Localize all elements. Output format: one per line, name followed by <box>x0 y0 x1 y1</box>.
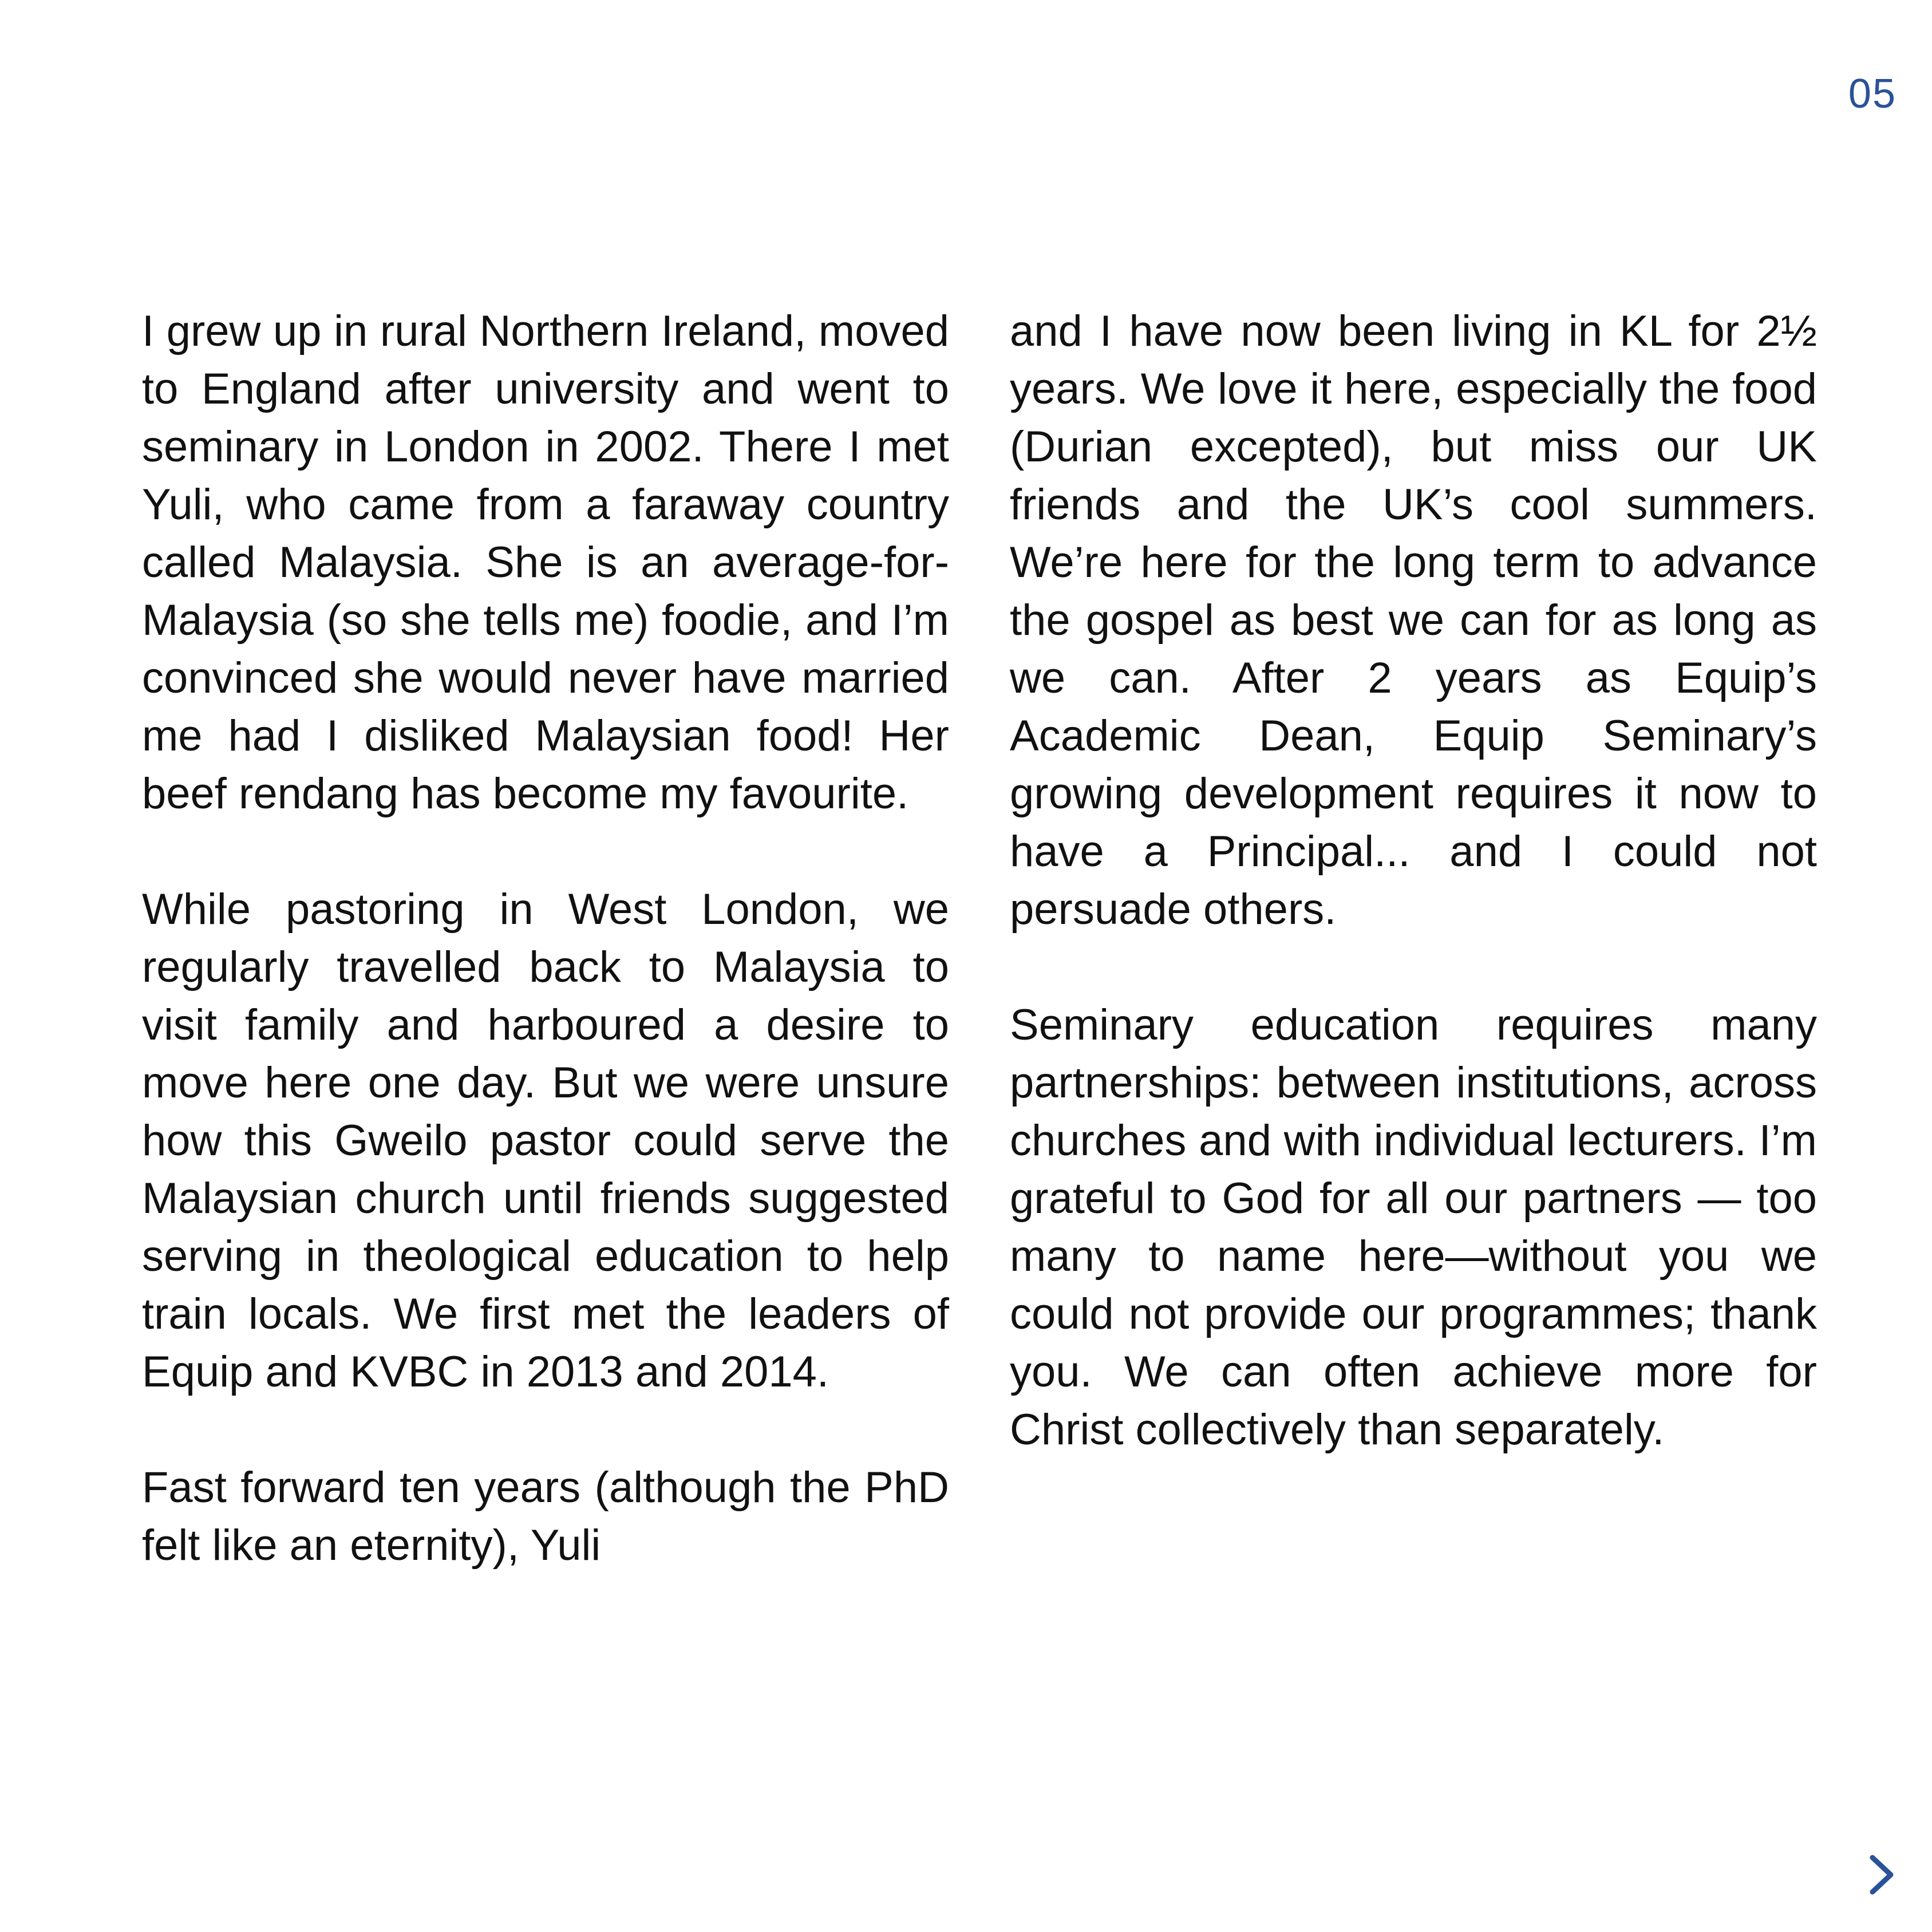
paragraph: Seminary education requires many partnerships: between institutions, across churches and with individual lecturers. I’m grateful to God for all our partners — too many to name here—without you we could not provide our programmes; thank you. We can often achieve more for Christ collectively than separately. <box>1010 1001 1817 1454</box>
page-number: 05 <box>1848 71 1897 117</box>
paragraph: I grew up in rural Northern Ireland, moved to England after university and went to seminary in London in 2002. There I met Yuli, who came from a faraway country called Malaysia. She is an average-for-Malaysia (so she tells me) foodie, and I’m convinced she would never have married me had I disliked Malaysian food! Her beef rendang has become my favourite. <box>142 307 949 818</box>
paragraph: Fast forward ten years (although the PhD felt like an eternity), Yuli <box>142 1463 949 1570</box>
left-text-column <box>142 302 949 1574</box>
chevron-right-icon <box>1859 1852 1905 1898</box>
right-text-column <box>1010 302 1817 1459</box>
paragraph: and I have now been living in KL for 2½ years. We love it here, especially the food (Durian excepted), but miss our UK friends and the UK’s cool summers. We’re here for the long term to advance the gospel as best we can for as long as we can. After 2 years as Equip’s Academic Dean, Equip Seminary’s growing development requires it now to have a Principal... and I could not persuade others. <box>1010 307 1817 934</box>
next-page-button[interactable] <box>1859 1852 1905 1898</box>
paragraph: While pastoring in West London, we regularly travelled back to Malaysia to visit family and harboured a desire to move here one day. But we were unsure how this Gweilo pastor could serve the Malaysian church until friends suggested serving in theological education to help train locals. We first met the leaders of Equip and KVBC in 2013 and 2014. <box>142 885 949 1396</box>
